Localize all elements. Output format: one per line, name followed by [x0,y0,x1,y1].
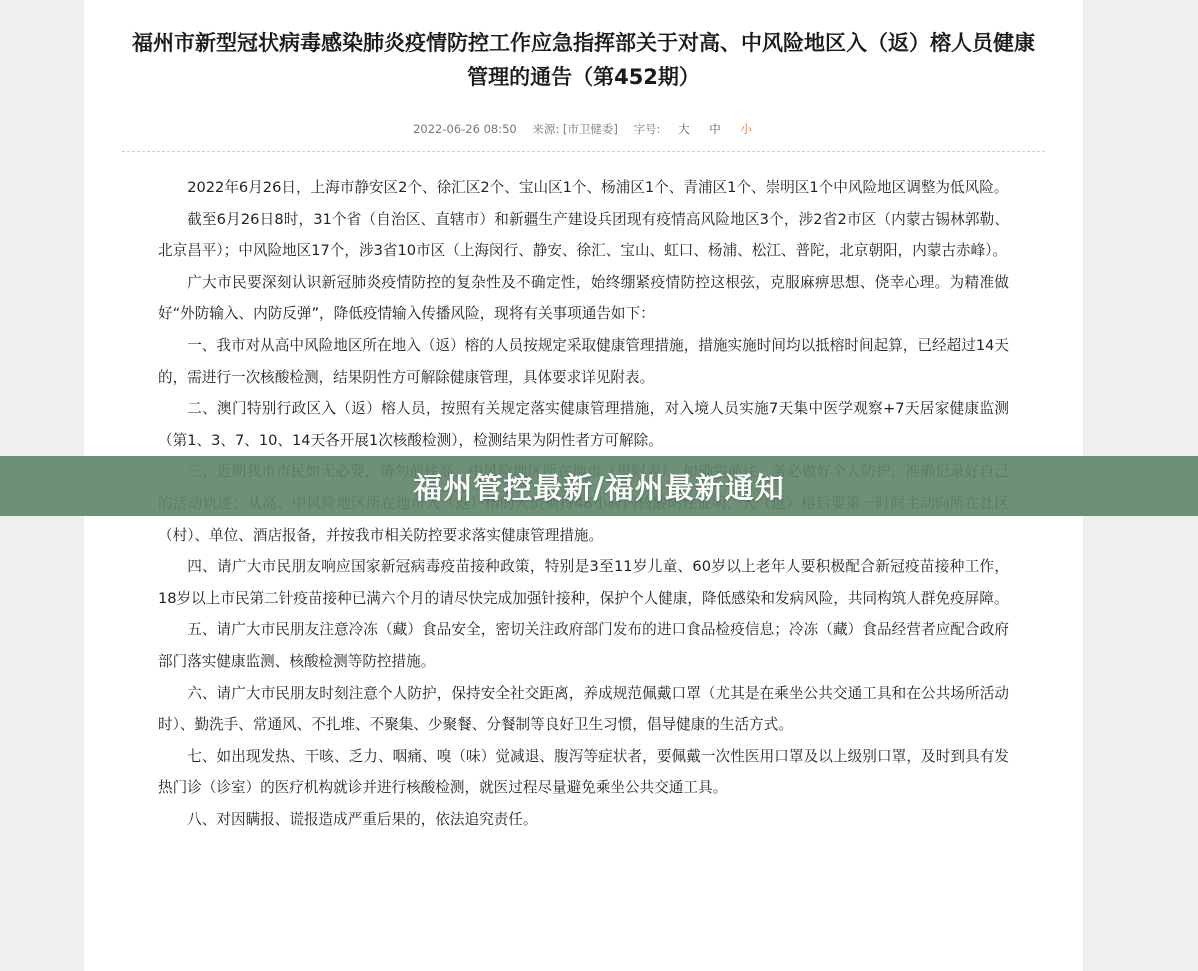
paragraph: 五、请广大市民朋友注意冷冻（藏）食品安全，密切关注政府部门发布的进口食品检疫信息；冷冻（藏）食品经营者应配合政府部门落实健康监测、核酸检测等防控措施。 [158,621,1009,670]
paragraph: 四、请广大市民朋友响应国家新冠病毒疫苗接种政策，特别是3至11岁儿童、60岁以上老年人要积极配合新冠疫苗接种工作，18岁以上市民第二针疫苗接种已满六个月的请尽快完成加强针接种，保护个人健康，降低感染和发病风险，共同构筑人群免疫屏障。 [158,558,1009,607]
paragraph: 八、对因瞒报、谎报造成严重后果的，依法追究责任。 [187,810,538,828]
font-size-medium-button[interactable]: 中 [709,122,721,136]
publish-date: 2022-06-26 08:50 [413,122,517,136]
font-size-large-button[interactable]: 大 [678,122,690,136]
paragraph: 一、我市对从高中风险地区所在地入（返）榕的人员按规定采取健康管理措施，措施实施时间均以抵榕时间起算，已经超过14天的，需进行一次核酸检测，结果阴性方可解除健康管理，具体要求详见附表。 [158,336,1009,386]
banner-title: 福州管控最新/福州最新通知 [413,470,785,505]
paragraph: 二、澳门特别行政区入（返）榕人员，按照有关规定落实健康管理措施，对入境人员实施7天集中医学观察+7天居家健康监测（第1、3、7、10、14天各开展1次核酸检测），检测结果为阴性者方可解除。 [158,400,1009,449]
paragraph: 六、请广大市民朋友时刻注意个人防护，保持安全社交距离，养成规范佩戴口罩（尤其是在乘坐公共交通工具和在公共场所活动时）、勤洗手、常通风、不扎堆、不聚集、少聚餐、分餐制等良好卫生习惯，倡导健康的生活方式。 [158,684,1009,734]
title-divider [122,151,1045,152]
paragraph: （村）、单位、酒店报备，并按我市相关防控要求落实健康管理措施。 [158,526,604,544]
paragraph: 2022年6月26日，上海市静安区2个、徐汇区2个、宝山区1个、杨浦区1个、青浦区1个、崇明区1个中风险地区调整为低风险。 [187,179,1009,196]
font-size-label: 字号: [633,122,661,136]
article-title: 福州市新型冠状病毒感染肺炎疫情防控工作应急指挥部关于对高、中风险地区入（返）榕人员健康管理的通告（第452期） [132,31,1035,89]
paragraph: 广大市民要深刻认识新冠肺炎疫情防控的复杂性及不确定性，始终绷紧疫情防控这根弦，克服麻痹思想、侥幸心理。为精准做好“外防输入、内防反弹”，降低疫情输入传播风险，现将有关事项通告如下： [158,273,1009,323]
paragraph: 七、如出现发热、干咳、乏力、咽痛、嗅（味）觉减退、腹泻等症状者，要佩戴一次性医用口罩及以上级别口罩，及时到具有发热门诊（诊室）的医疗机构就诊并进行核酸检测，就医过程尽量避免乘坐公共交通工具。 [158,747,1009,797]
overlay-banner [0,456,1198,516]
font-size-small-button[interactable]: 小 [740,122,752,136]
article-meta [84,121,1083,137]
article-source: 来源: [市卫健委] [532,122,618,136]
paragraph: 截至6月26日8时，31个省（自治区、直辖市）和新疆生产建设兵团现有疫情高风险地区3个，涉2省2市区（内蒙古锡林郭勒、北京昌平）；中风险地区17个，涉3省10市区（上海闵行、静安、徐汇、宝山、虹口、杨浦、松江、普陀，北京朝阳，内蒙古赤峰）。 [158,210,1009,260]
